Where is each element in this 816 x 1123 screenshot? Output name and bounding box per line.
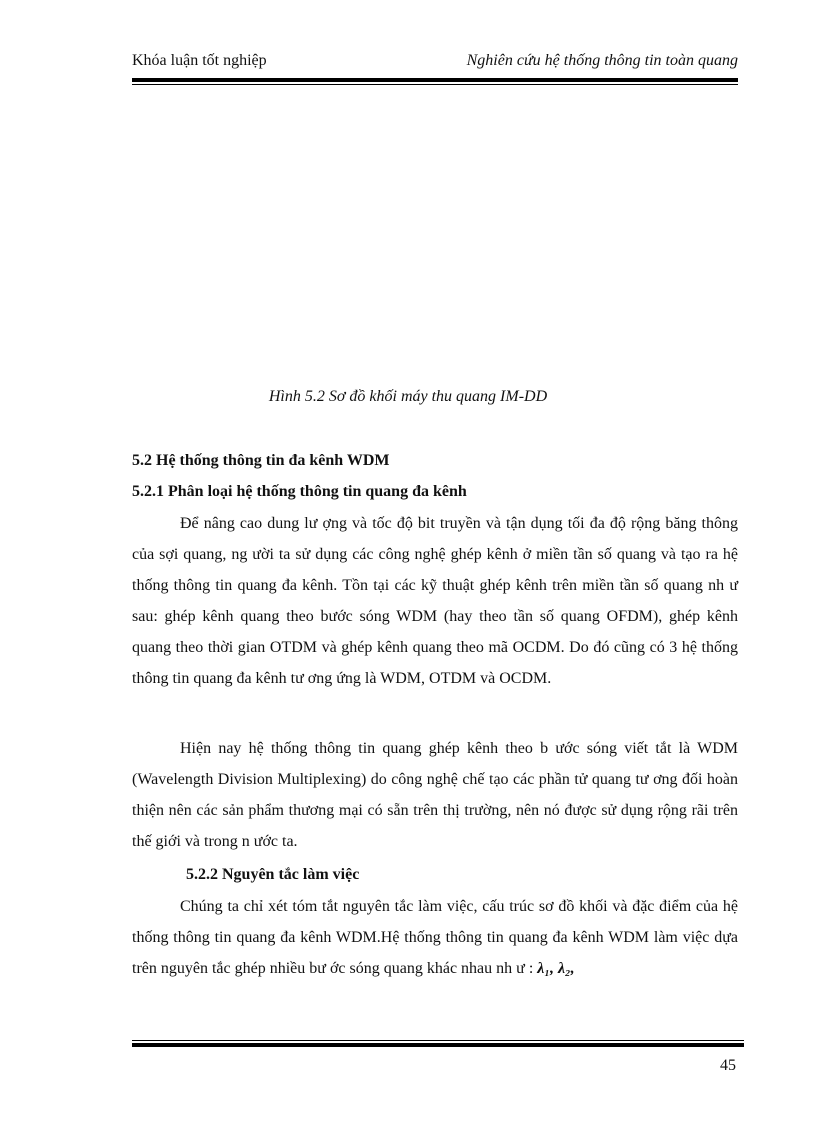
header-right-title: Nghiên cứu hệ thống thông tin toàn quang	[466, 52, 738, 69]
figure-caption: Hình 5.2 Sơ đồ khối máy thu quang IM-DD	[268, 388, 548, 405]
footer-rule	[132, 1040, 744, 1047]
subsection-heading-2: 5.2.2 Nguyên tắc làm việc	[186, 866, 360, 883]
paragraph-3-text: Chúng ta chỉ xét tóm tắt nguyên tắc làm việc, cấu trúc sơ đồ khối và đặc điểm của hệ thống thông tin quang đa kênh WDM.Hệ thống thông tin quang đa kênh WDM làm việc dựa trên nguyên tắc ghép nhiều bư ớc sóng quang khác nhau nh ư :	[132, 898, 738, 977]
paragraph-3	[132, 891, 738, 984]
paragraph-1: Để nâng cao dung lư ợng và tốc độ bit truyền và tận dụng tối đa độ rộng băng thông của sợi quang, ng ười ta sử dụng các công nghệ ghép kênh ở miền tần số quang và tạo ra hệ thống thông tin quang đa kênh. Tồn tại các kỹ thuật ghép kênh trên miền tần số quang nh ư sau: ghép kênh quang theo bước sóng WDM (hay theo tần số quang OFDM), ghép kênh quang theo thời gian OTDM và ghép kênh quang theo mã OCDM. Do đó cũng có 3 hệ thống thông tin quang đa kênh tư ơng ứng là WDM, OTDM và OCDM.	[132, 515, 738, 687]
page-number: 45	[720, 1057, 736, 1074]
section-heading: 5.2 Hệ thống thông tin đa kênh WDM	[132, 452, 390, 469]
subsection-heading-1: 5.2.1 Phân loại hệ thống thông tin quang đa kênh	[132, 483, 467, 500]
header-left-title: Khóa luận tốt nghiệp	[132, 52, 267, 69]
paragraph-2: Hiện nay hệ thống thông tin quang ghép kênh theo b ước sóng viết tắt là WDM (Wavelength Division Multiplexing) do công nghệ chế tạo các phần tử quang tư ơng đối hoàn thiện nên các sản phẩm thương mại có sẵn trên thị trường, nên nó được sử dụng rộng rãi trên thế giới và trong n ước ta.	[132, 740, 738, 850]
wavelength-symbols: λ₁, λ₂,	[537, 960, 575, 977]
header-rule	[132, 78, 738, 87]
